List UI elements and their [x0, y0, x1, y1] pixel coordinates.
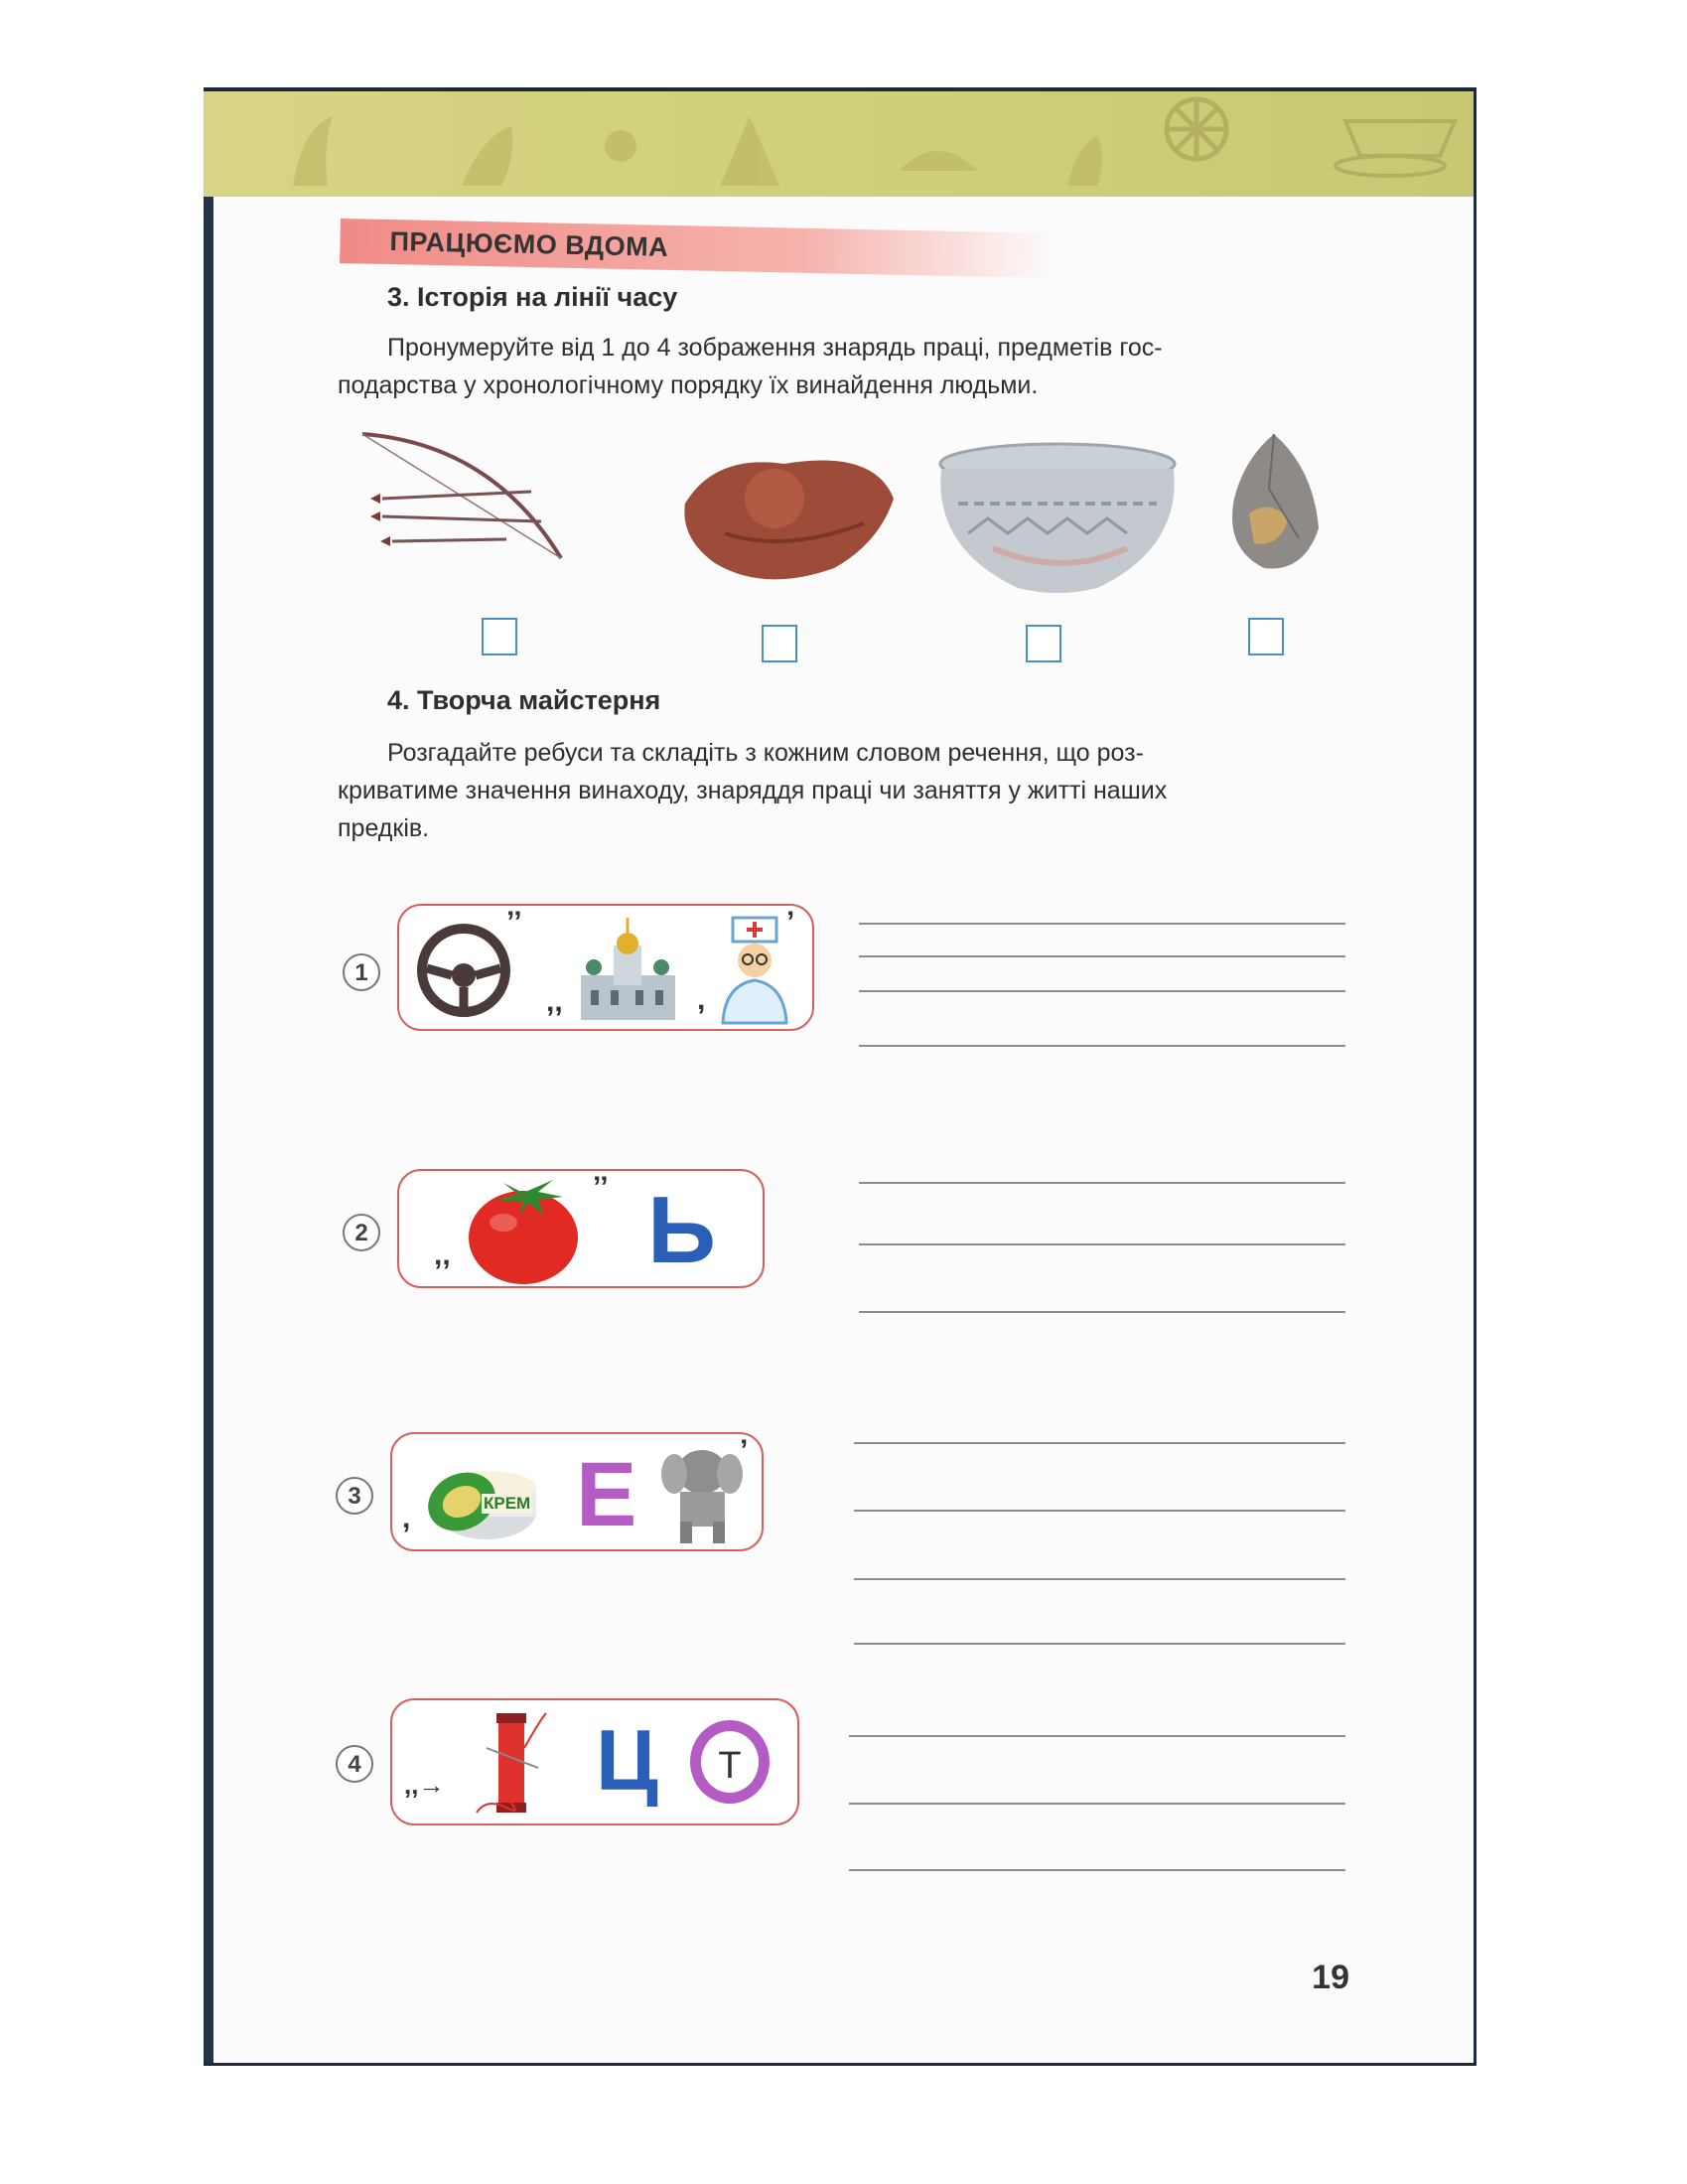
answer-line-4a[interactable]: [849, 1735, 1345, 1737]
answer-line-3a[interactable]: [854, 1442, 1345, 1444]
rebus-number-3: 3: [336, 1477, 373, 1515]
rebus2-mark-b: ’’: [593, 1171, 609, 1204]
rebus-number-2: 2: [343, 1214, 380, 1251]
textbook-page: [204, 87, 1476, 2066]
rebus4-letter-t: Т: [718, 1745, 742, 1787]
page-number: 19: [1312, 1959, 1349, 1996]
decorative-banner: [204, 91, 1474, 197]
rebus2-mark-a: ,,: [434, 1238, 451, 1271]
elephant-icon: [660, 1442, 745, 1546]
task4-text-line3: предків.: [338, 814, 430, 842]
rebus-1: [397, 904, 814, 1031]
rebus4-letter-o: [392, 1700, 393, 1701]
rebus-4: [390, 1698, 799, 1825]
answer-line-4b[interactable]: [849, 1803, 1345, 1805]
task4-title: 4. Творча майстерня: [387, 685, 661, 715]
rebus-2: [397, 1169, 765, 1288]
answer-line-3d[interactable]: [854, 1643, 1345, 1645]
doctor-icon: [715, 916, 794, 1025]
rebus-number-4: 4: [336, 1745, 373, 1783]
section-title: ПРАЦЮЄМО ВДОМА: [389, 226, 669, 262]
rebus3-mark-a: ,: [402, 1502, 411, 1534]
tomato-icon: [464, 1173, 583, 1287]
book-spine: [204, 91, 213, 2063]
rebus1-mark-d: ’: [786, 906, 795, 939]
checkbox-pot[interactable]: [1026, 625, 1061, 662]
section-header-bar: [340, 218, 1055, 278]
stone-grinder-icon: [675, 444, 904, 593]
task3-text-line1: Пронумеруйте від 1 до 4 зображення знарядь праці, предметів гос-: [387, 334, 1163, 362]
checkbox-handaxe[interactable]: [1248, 618, 1284, 655]
banner-ornament-icon: [204, 91, 1476, 197]
answer-line-1c[interactable]: [859, 990, 1345, 992]
answer-line-4c[interactable]: [849, 1869, 1345, 1871]
task3-title: 3. Історія на лінії часу: [387, 282, 678, 312]
checkbox-grinder[interactable]: [762, 625, 797, 662]
answer-line-2c[interactable]: [859, 1311, 1345, 1313]
steering-wheel-icon: [417, 924, 511, 1018]
letter-o-circle-icon: [690, 1720, 770, 1804]
answer-line-1a[interactable]: [859, 923, 1345, 925]
rebus1-mark-b: ,,: [546, 985, 563, 1018]
rebus-3: [390, 1432, 764, 1551]
rebus1-mark-c: ,: [697, 983, 706, 1016]
thread-spool-icon: [467, 1708, 556, 1822]
rebus4-letter-c: Ц: [596, 1713, 658, 1809]
answer-line-1d[interactable]: [859, 1045, 1345, 1047]
answer-line-2b[interactable]: [859, 1243, 1345, 1245]
task4-text-line2: криватиме значення винаходу, знаряддя праці чи заняття у житті наших: [338, 777, 1168, 804]
flint-handaxe-icon: [1219, 429, 1329, 578]
cream-jar-label: КРЕМ: [484, 1494, 531, 1513]
bow-and-arrows-icon: [352, 424, 581, 563]
answer-line-3c[interactable]: [854, 1578, 1345, 1580]
rebus2-letter: Ь: [647, 1177, 716, 1283]
rebus4-mark-a: ,,→: [404, 1770, 445, 1800]
answer-line-1b[interactable]: [859, 955, 1345, 957]
cathedral-icon: [576, 916, 680, 1025]
rebus1-mark-a: ’’: [506, 906, 522, 939]
checkbox-bow[interactable]: [482, 618, 517, 655]
task3-text-line2: подарства у хронологічному порядку їх винайдення людьми.: [338, 371, 1039, 399]
clay-pot-icon: [933, 439, 1182, 598]
answer-line-3b[interactable]: [854, 1510, 1345, 1512]
rebus-number-1: 1: [343, 953, 380, 991]
rebus3-letter: Е: [576, 1444, 637, 1545]
task4-text-line1: Розгадайте ребуси та складіть з кожним словом речення, що роз-: [387, 739, 1144, 767]
answer-line-2a[interactable]: [859, 1182, 1345, 1184]
rebus3-mark-b: ’: [740, 1434, 749, 1467]
